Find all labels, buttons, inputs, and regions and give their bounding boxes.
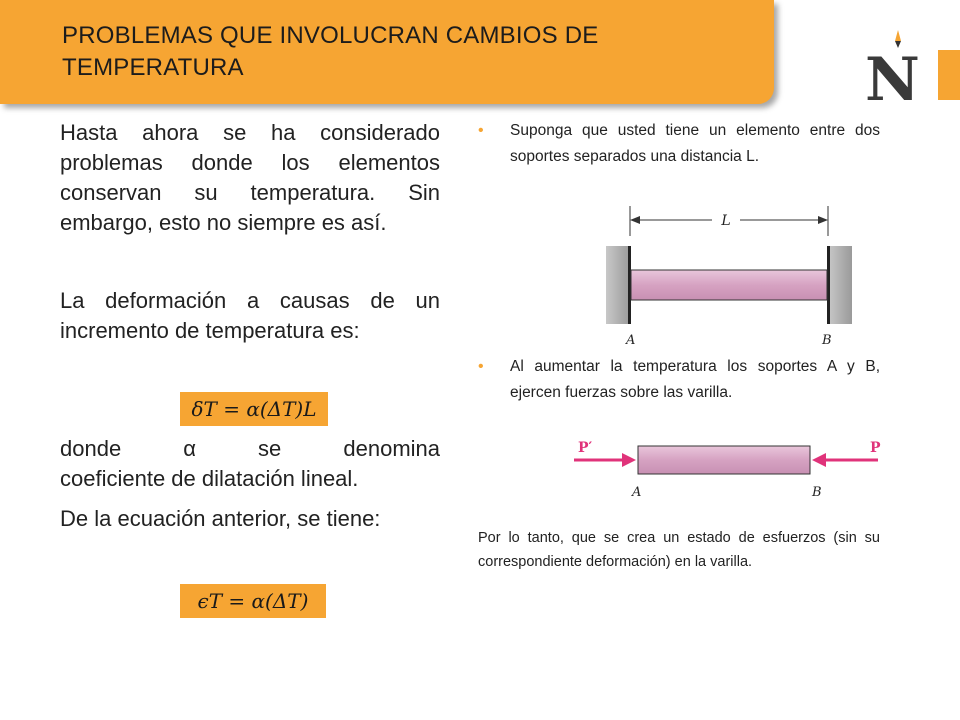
bullet-dot-icon: • [478, 358, 484, 375]
coefficient-line-1: donde α se denomina [60, 436, 440, 461]
conclusion-paragraph: Por lo tanto, que se crea un estado de esfuerzos (sin su correspondiente deformación) en la varilla. [478, 530, 880, 570]
length-label: L [721, 213, 731, 229]
page-title: PROBLEMAS QUE INVOLUCRAN CAMBIOS DE TEMPERATURA [62, 22, 599, 81]
force-label-left: P′ [578, 440, 593, 456]
support-label-a: A [626, 333, 636, 348]
coefficient-line-2: coeficiente de dilatación lineal. [60, 466, 359, 491]
force-arrow-right-icon [812, 453, 826, 467]
equation-paragraph: De la ecuación anterior, se tiene: [60, 506, 381, 531]
rod-with-forces-figure [566, 436, 886, 502]
end-label-a: A [632, 485, 642, 500]
bullet-item [478, 118, 880, 170]
support-wall-a [606, 246, 630, 324]
bullet-item [478, 354, 880, 406]
force-arrow-left-icon [622, 453, 636, 467]
end-label-b: B [812, 485, 822, 500]
intro-paragraph: Hasta ahora se ha considerado problemas donde los elementos conservan su temperatura. Sin embargo, esto no siempre es así. [60, 120, 440, 235]
logo-letter: N [865, 45, 920, 115]
side-accent-tab [938, 50, 960, 100]
support-label-b: B [822, 333, 832, 348]
thermal-strain-formula: ϵT = α(ΔT) [180, 584, 326, 618]
force-label-right: P [870, 440, 881, 456]
bullet-text: Suponga que usted tiene un elemento entre dos soportes separados una distancia L. [510, 122, 880, 165]
dimension-arrow-right-icon [818, 216, 828, 224]
title-banner [0, 0, 774, 104]
coefficient-paragraph [60, 434, 440, 494]
bullet-dot-icon: • [478, 122, 484, 139]
rod [638, 446, 810, 474]
bullet-text: Al aumentar la temperatura los soportes A y B, ejercen fuerzas sobre las varilla. [510, 358, 880, 401]
support-wall-b [828, 246, 852, 324]
compass-n-logo-icon [862, 28, 920, 115]
thermal-deformation-formula: δT = α(ΔT)L [180, 392, 328, 426]
dimension-arrow-left-icon [630, 216, 640, 224]
deformation-paragraph: La deformación a causas de un incremento de temperatura es: [60, 288, 440, 343]
rod-between-supports-figure [596, 206, 858, 350]
rod [631, 270, 827, 300]
